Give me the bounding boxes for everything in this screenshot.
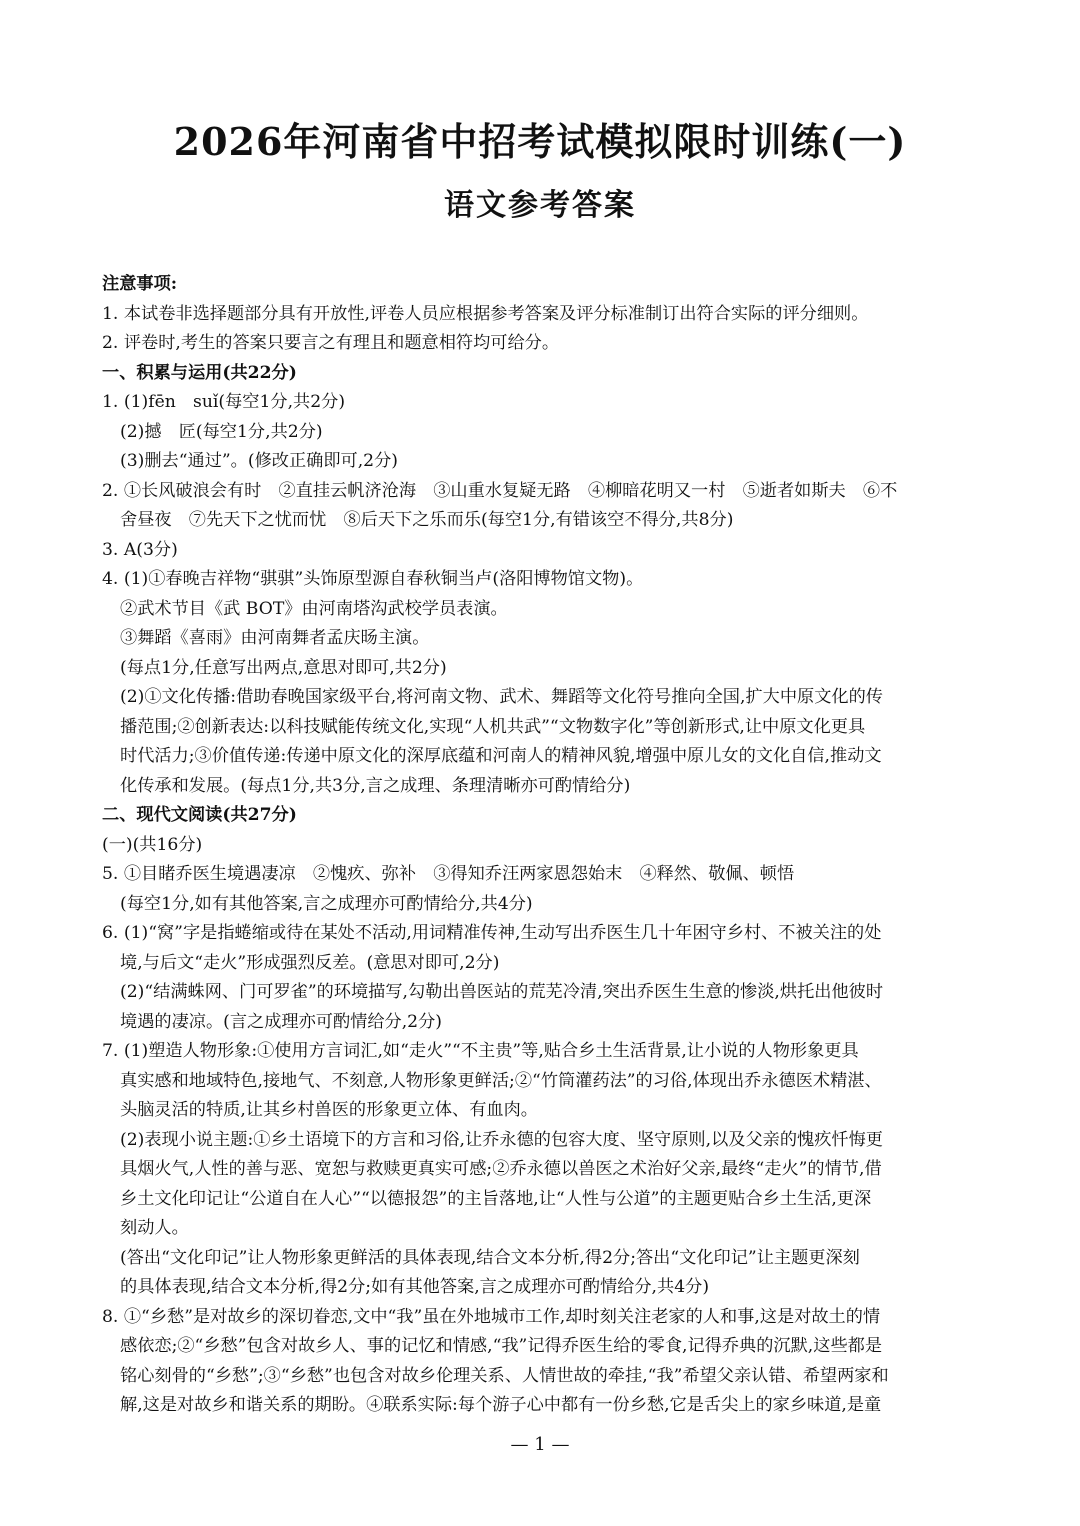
text-line: 头脑灵活的特质,让其乡村兽医的形象更立体、有血肉。: [120, 1100, 538, 1120]
text-line: 舍昼夜 ⑦先天下之忧而忧 ⑧后天下之乐而乐(每空1分,有错该空不得分,共8分): [120, 510, 734, 530]
page-title: 2026年河南省中招考试模拟限时训练(一): [173, 119, 907, 164]
text-line: (一)(共16分): [102, 834, 203, 855]
page-subtitle: 语文参考答案: [444, 188, 636, 223]
text-line: 8. ①“乡愁”是对故乡的深切眷恋,文中“我”虽在外地城市工作,却时刻关注老家的人和事,这是对故土的情: [102, 1306, 881, 1327]
text-line: (2)①文化传播:借助春晚国家级平台,将河南文物、武术、舞蹈等文化符号推向全国,扩大中原文化的传: [120, 687, 883, 707]
section-heading: 注意事项:: [102, 274, 178, 294]
section-heading: 一、积累与运用(共22分): [102, 362, 297, 383]
text-line: (每空1分,如有其他答案,言之成理亦可酌情给分,共4分): [120, 893, 533, 914]
text-line: (每点1分,任意写出两点,意思对即可,共2分): [120, 657, 447, 678]
text-line: (3)删去“通过”。(修改正确即可,2分): [120, 451, 398, 471]
text-line: (2)表现小说主题:①乡土语境下的方言和习俗,让乔永德的包容大度、坚守原则,以及父亲的愧疚忏悔更: [120, 1129, 883, 1150]
text-line: 1. (1)fēn suǐ(每空1分,共2分): [102, 392, 346, 412]
text-line: 乡土文化印记让“公道自在人心”“以德报怨”的主旨落地,让“人性与公道”的主题更贴合乡土生活,更深: [120, 1188, 872, 1209]
text-line: 播范围;②创新表达:以科技赋能传统文化,实现“人机共武”“文物数字化”等创新形式,让中原文化更具: [120, 716, 866, 737]
text-line: ②武术节目《武 BOT》由河南塔沟武校学员表演。: [120, 598, 508, 619]
text-line: 境,与后文“走火”形成强烈反差。(意思对即可,2分): [120, 952, 500, 973]
text-line: 铭心刻骨的“乡愁”;③“乡愁”也包含对故乡伦理关系、人情世故的牵挂,“我”希望父亲认错、希望两家和: [120, 1365, 889, 1386]
text-line: (2)撼 匠(每空1分,共2分): [120, 421, 323, 442]
text-line: 5. ①目睹乔医生境遇凄凉 ②愧疚、弥补 ③得知乔汪两家恩怨始末 ④释然、敬佩、顿悟: [102, 864, 795, 884]
text-line: 境遇的凄凉。(言之成理亦可酌情给分,2分): [120, 1011, 442, 1032]
text-line: 4. (1)①春晚吉祥物“骐骐”头饰原型源自春秋铜当卢(洛阳博物馆文物)。: [102, 569, 644, 589]
text-line: (2)“结满蛛网、门可罗雀”的环境描写,勾勒出兽医站的荒芜冷清,突出乔医生生意的惨淡,烘托出他彼时: [120, 982, 884, 1002]
section-heading: 二、现代文阅读(共27分): [102, 805, 297, 825]
answer-body: [102, 270, 978, 1421]
text-line: 解,这是对故乡和谐关系的期盼。④联系实际:每个游子心中都有一份乡愁,它是舌尖上的家乡味道,是童: [120, 1395, 882, 1415]
text-line: 化传承和发展。(每点1分,共3分,言之成理、条理清晰亦可酌情给分): [120, 775, 631, 796]
text-line: 2. 评卷时,考生的答案只要言之有理且和题意相符均可给分。: [102, 333, 560, 353]
text-line: (答出“文化印记”让人物形象更鲜活的具体表现,结合文本分析,得2分;答出“文化印记”让主题更深刻: [120, 1247, 860, 1268]
text-line: 6. (1)“窝”字是指蜷缩或待在某处不活动,用词精准传神,生动写出乔医生几十年困守乡村、不被关注的处: [102, 923, 882, 943]
page-number: — 1 —: [510, 1434, 570, 1455]
text-line: ③舞蹈《喜雨》由河南舞者孟庆旸主演。: [120, 628, 430, 648]
text-line: 3. A(3分): [102, 539, 178, 560]
text-line: 刻动人。: [120, 1218, 189, 1238]
text-line: 真实感和地域特色,接地气、不刻意,人物形象更鲜活;②“竹筒灌药法”的习俗,体现出乔永德医术精湛、: [120, 1070, 882, 1091]
text-line: 2. ①长风破浪会有时 ②直挂云帆济沧海 ③山重水复疑无路 ④柳暗花明又一村 ⑤逝者如斯夫 ⑥不: [102, 480, 898, 501]
text-line: 7. (1)塑造人物形象:①使用方言词汇,如“走火”“不主贵”等,贴合乡土生活背景,让小说的人物形象更具: [102, 1041, 859, 1061]
text-line: 具烟火气,人性的善与恶、宽恕与救赎更真实可感;②乔永德以兽医之术治好父亲,最终“走火”的情节,借: [120, 1159, 882, 1179]
text-line: 的具体表现,结合文本分析,得2分;如有其他答案,言之成理亦可酌情给分,共4分): [120, 1277, 710, 1297]
text-line: 感依恋;②“乡愁”包含对故乡人、事的记忆和情感,“我”记得乔医生给的零食,记得乔典的沉默,这些都是: [120, 1336, 883, 1356]
text-line: 1. 本试卷非选择题部分具有开放性,评卷人员应根据参考答案及评分标准制订出符合实际的评分细则。: [102, 303, 869, 324]
text-line: 时代活力;③价值传递:传递中原文化的深厚底蕴和河南人的精神风貌,增强中原儿女的文化自信,推动文: [120, 746, 882, 766]
